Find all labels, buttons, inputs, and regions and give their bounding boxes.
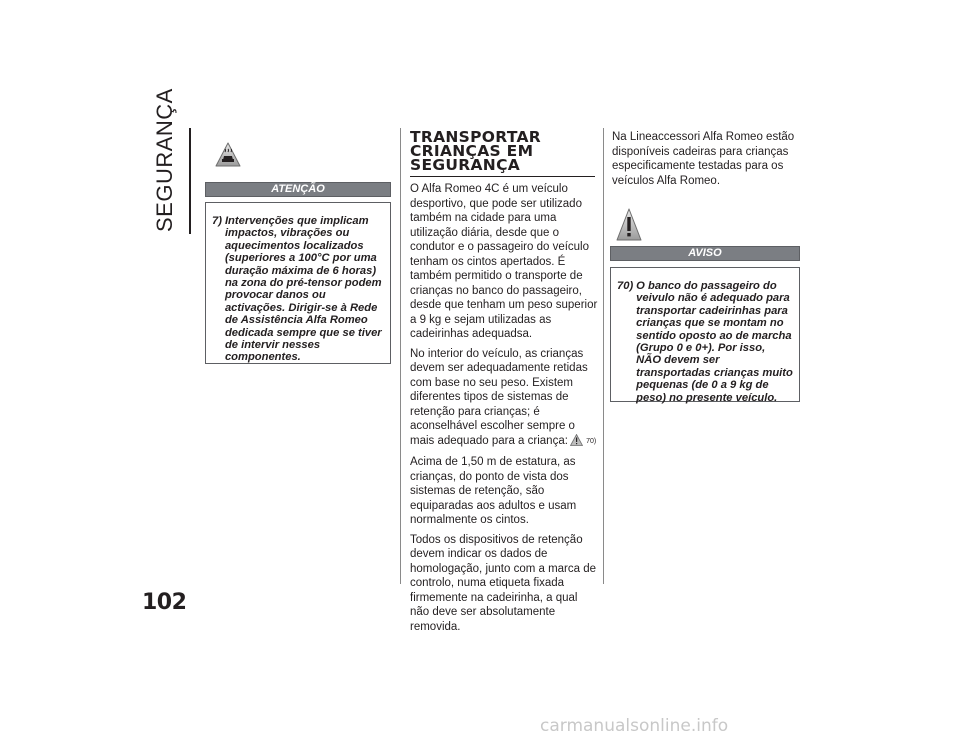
note-number: 7) bbox=[212, 215, 222, 227]
section-label: SEGURANÇA bbox=[152, 88, 177, 232]
note-text: Intervenções que implicam impactos, vibrações ou aquecimentos localizados (superiores a 100°C por uma duração máxima de 6 horas) na zona do pré-tensor podem provocar danos ou activações. Dirigir-se à Rede de Assistência Alfa Romeo dedicada sempre que se tiver de intervir nesses componentes. bbox=[224, 215, 382, 364]
paragraph-with-ref bbox=[410, 347, 598, 451]
paragraph-text: No interior do veículo, as crianças devem ser adequadamente retidas com base no seu peso. Existem diferentes tipos de sistemas de retenção para crianças; é aconselhável escolher sempre o mais adequado para a criança: bbox=[410, 347, 588, 447]
exclamation-warning-icon bbox=[616, 208, 642, 247]
note-text: O banco do passageiro do veivulo não é adequado para transportar cadeirinhas para crianças que se montam no sentido oposto ao de marcha (Grupo 0 e 0+). Por isso, NÃO devem ser transportadas crianças muito pequenas (de 0 a 9 kg de peso) no presente veículo. bbox=[636, 280, 793, 404]
column-divider-1 bbox=[400, 128, 401, 584]
warning-header: ATENÇÃO bbox=[205, 182, 391, 197]
section-divider bbox=[189, 128, 191, 234]
hot-surface-car-warning-icon bbox=[215, 142, 241, 173]
page-number: 102 bbox=[142, 590, 187, 615]
column-divider-2 bbox=[603, 128, 604, 584]
warning-box bbox=[610, 267, 800, 402]
paragraph: O Alfa Romeo 4C é um veículo desportivo, que pode ser utilizado também na cidade para uma utilização diária, desde que o condutor e o passageiro do veículo tenham os cintos apertados. É também permitido o transporte de crianças no banco do passageiro, desde que tenham um peso superior a 9 kg e sejam utilizadas as cadeirinhas adequadsa. bbox=[410, 183, 598, 340]
paragraph: Todos os dispositivos de retenção devem indicar os dados de homologação, junto com a marca de controlo, numa etiqueta fixada firmemente na cadeirinha, a qual não deve ser absolutamente removida. bbox=[410, 533, 597, 633]
body-text bbox=[410, 182, 598, 639]
warning-header: AVISO bbox=[610, 246, 800, 261]
note-reference: 70) bbox=[586, 437, 597, 445]
inline-warning-icon bbox=[570, 434, 583, 451]
paragraph: Acima de 1,50 m de estatura, as crianças, do ponto de vista dos sistemas de retenção, são equiparadas aos adultos e usam normalmente os cintos. bbox=[410, 456, 577, 526]
watermark: carmanualsonline.info bbox=[540, 716, 729, 736]
note-number: 70) bbox=[617, 280, 634, 292]
section-heading: TRANSPORTAR CRIANÇAS EM SEGURANÇA bbox=[410, 130, 595, 177]
warning-box bbox=[205, 202, 391, 364]
right-column-text: Na Lineaccessori Alfa Romeo estão disponíveis cadeiras para crianças especificamente testadas para os veículos Alfa Romeo. bbox=[612, 131, 795, 187]
